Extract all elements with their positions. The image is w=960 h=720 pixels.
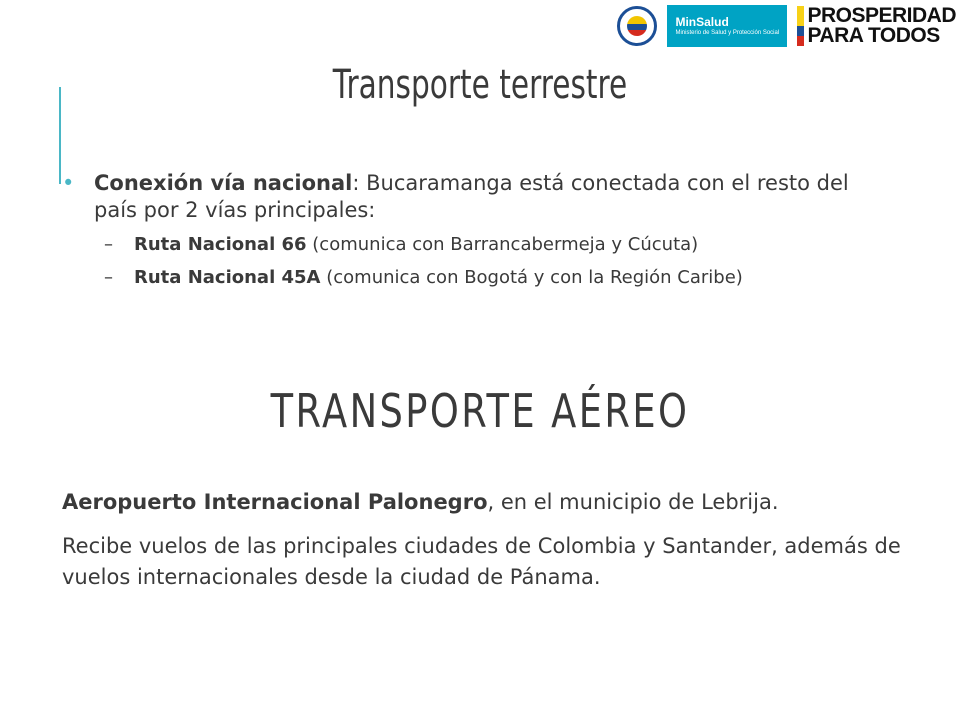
header-logos — [617, 4, 956, 48]
minsalud-logo-title: MinSalud — [675, 15, 729, 29]
terrestre-bullet-list — [62, 170, 862, 290]
bullet-dot-icon: • — [62, 171, 75, 195]
bullet-label: Conexión vía nacional — [94, 171, 353, 195]
sub-bullet-item — [62, 232, 862, 257]
aereo-paragraph-2: Recibe vuelos de las principales ciudades de Colombia y Santander, además de vuelos internacionales desde la ciudad de Pánama. — [62, 534, 901, 589]
sub-bullet-text: (comunica con Bogotá y con la Región Caribe) — [320, 267, 743, 288]
aereo-paragraph-1 — [62, 487, 902, 518]
airport-location: , en el municipio de Lebrija. — [487, 490, 779, 514]
section-title-aereo: TRANSPORTE AÉREO — [270, 384, 690, 438]
sub-bullet-dash: – — [104, 234, 113, 255]
aereo-body — [62, 487, 902, 606]
prosperidad-logo — [797, 6, 956, 46]
minsalud-logo — [667, 5, 787, 47]
sub-bullet-label: Ruta Nacional 45A — [134, 267, 321, 288]
colombia-seal-icon — [617, 6, 657, 46]
accent-divider — [59, 87, 61, 184]
prosperidad-logo-line2: PARA TODOS — [807, 24, 940, 47]
prosperidad-logo-line1: PROSPERIDAD — [807, 4, 956, 27]
bullet-text: : Bucaramanga está conectada con el resto del país por 2 vías principales: — [94, 171, 849, 222]
minsalud-logo-subtitle: Ministerio de Salud y Protección Social — [675, 30, 780, 36]
colombia-flag-icon — [797, 6, 804, 46]
sub-bullet-item — [62, 265, 862, 290]
sub-bullet-text: (comunica con Barrancabermeja y Cúcuta) — [306, 234, 699, 255]
bullet-item — [62, 170, 862, 224]
section-title-terrestre: Transporte terrestre — [332, 62, 628, 108]
sub-bullet-dash: – — [104, 267, 113, 288]
sub-bullet-label: Ruta Nacional 66 — [134, 234, 307, 255]
airport-name: Aeropuerto Internacional Palonegro — [62, 490, 488, 514]
